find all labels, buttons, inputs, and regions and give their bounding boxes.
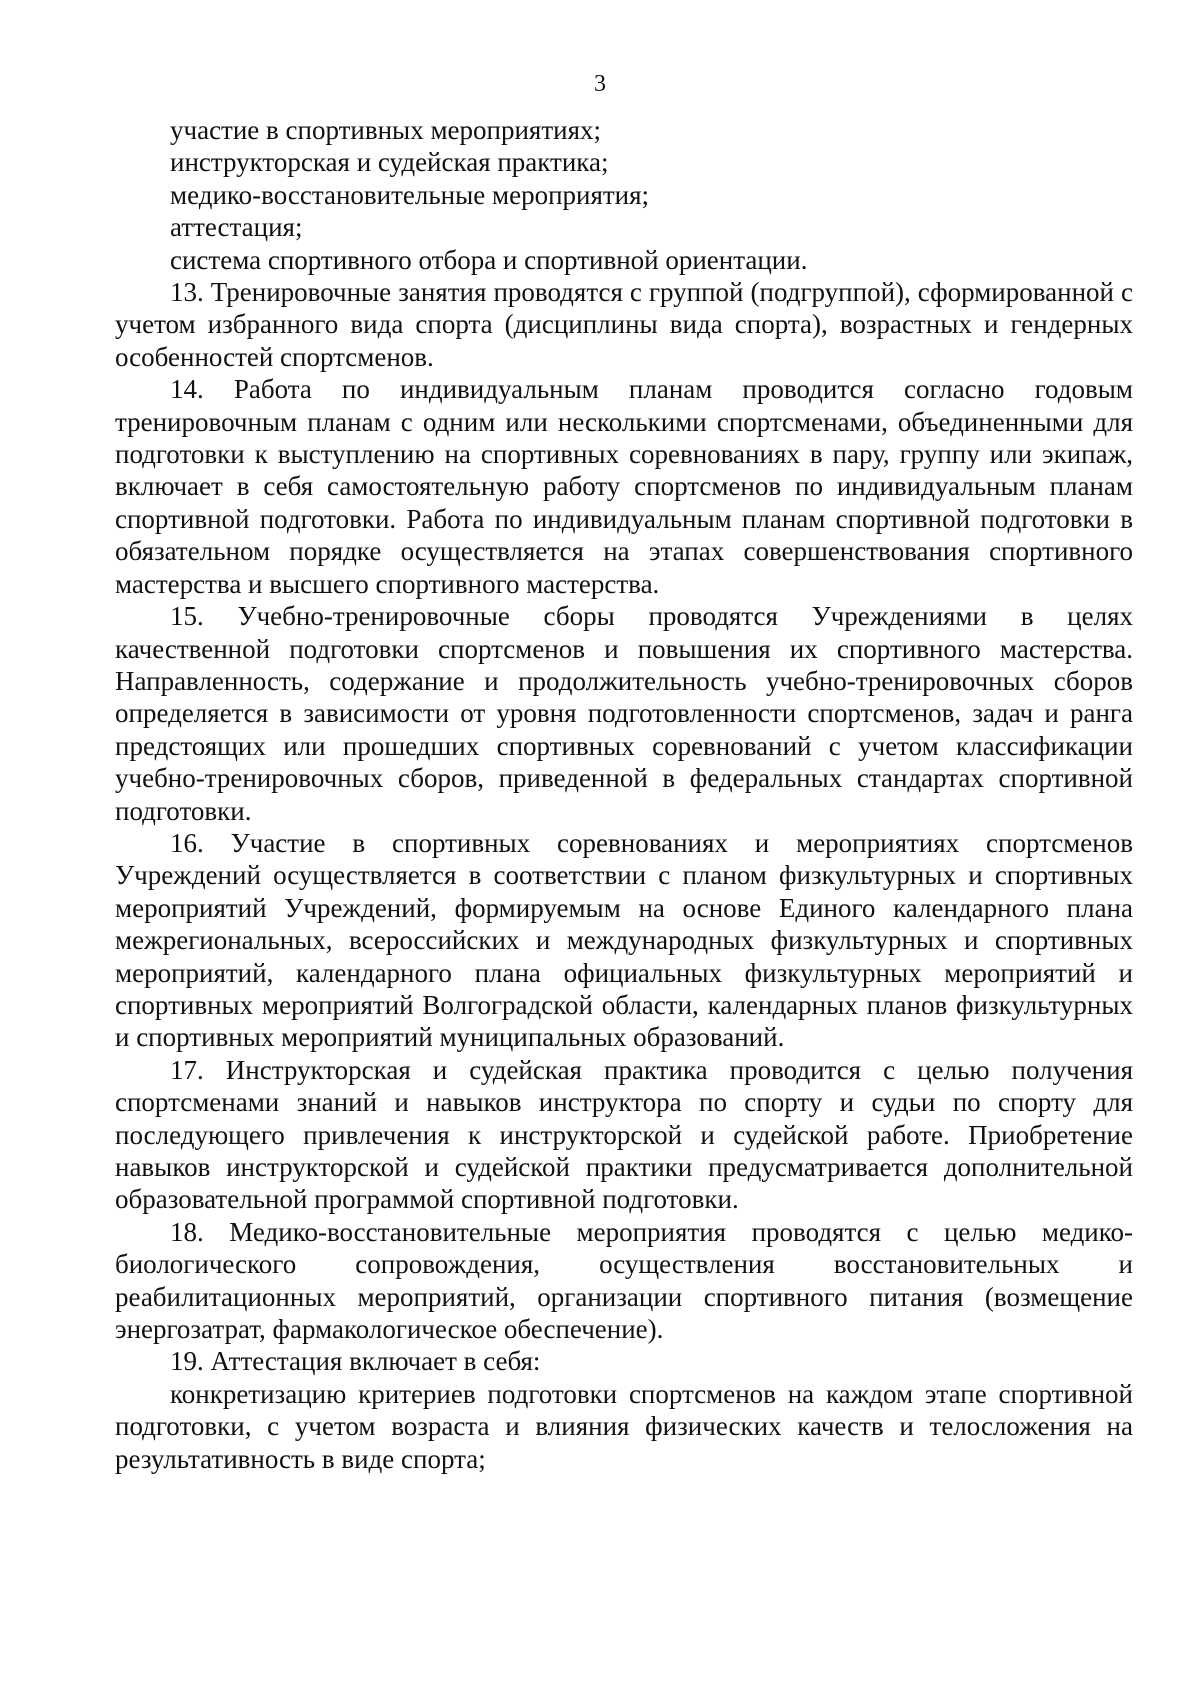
list-item-medical-recovery: медико-восстановительные мероприятия; — [170, 179, 650, 210]
paragraph-19: 19. Аттестация включает в себя: — [170, 1346, 541, 1377]
paragraph-16: 16. Участие в спортивных соревнованиях и мероприятиях спортсменов Учреждений осуществляется в соответствии с планом физкультурных и спортивных мероприятий Учреждений, формируемым на основе Единого календарного плана межрегиональных, всероссийских и международных физкультурных и спортивных мероприятий, календарного плана официальных физкультурных мероприятий и спортивных мероприятий Волгоградской области, календарных планов физкультурных и спортивных мероприятий муниципальных образований. — [115, 827, 1133, 1053]
paragraph-18: 18. Медико-восстановительные мероприятия проводятся с целью медико-биологического сопровождения, осуществления восстановительных и реабилитационных мероприятий, организации спортивного питания (возмещение энергозатрат, фармакологическое обеспечение). — [115, 1216, 1133, 1345]
paragraph-19-item: конкретизацию критериев подготовки спортсменов на каждом этапе спортивной подготовки, с учетом возраста и влияния физических качеств и телосложения на результативность в виде спорта; — [115, 1378, 1133, 1474]
list-item-attestation: аттестация; — [170, 212, 303, 243]
page-number: 3 — [594, 71, 606, 97]
list-item-instructor-practice: инструкторская и судейская практика; — [170, 147, 609, 178]
list-item-selection-system: система спортивного отбора и спортивной ориентации. — [170, 244, 808, 275]
paragraph-15: 15. Учебно-тренировочные сборы проводятся Учреждениями в целях качественной подготовки спортсменов и повышения их спортивного мастерства. Направленность, содержание и продолжительность учебно-тренировочных сборов определяется в зависимости от уровня подготовленности спортсменов, задач и ранга предстоящих или прошедших спортивных соревнований с учетом классификации учебно-тренировочных сборов, приведенной в федеральных стандартах спортивной подготовки. — [115, 601, 1133, 826]
paragraph-14: 14. Работа по индивидуальным планам проводится согласно годовым тренировочным планам с одним или несколькими спортсменами, объединенными для подготовки к выступлению на спортивных соревнованиях в пару, группу или экипаж, включает в себя самостоятельную работу спортсменов по индивидуальным планам спортивной подготовки. Работа по индивидуальным планам спортивной подготовки в обязательном порядке осуществляется на этапах совершенствования спортивного мастерства и высшего спортивного мастерства. — [115, 374, 1133, 599]
list-item-sport-events: участие в спортивных мероприятиях; — [170, 115, 601, 145]
paragraph-13: 13. Тренировочные занятия проводятся с группой (подгруппой), сформированной с учетом избранного вида спорта (дисциплины вида спорта), возрастных и гендерных особенностей спортсменов. — [115, 277, 1133, 372]
document-body — [115, 114, 1133, 1475]
paragraph-17: 17. Инструкторская и судейская практика проводится с целью получения спортсменами знаний и навыков инструктора по спорту и судьи по спорту для последующего привлечения к инструкторской и судейской работе. Приобретение навыков инструкторской и судейской практики предусматривается дополнительной образовательной программой спортивной подготовки. — [115, 1054, 1133, 1215]
